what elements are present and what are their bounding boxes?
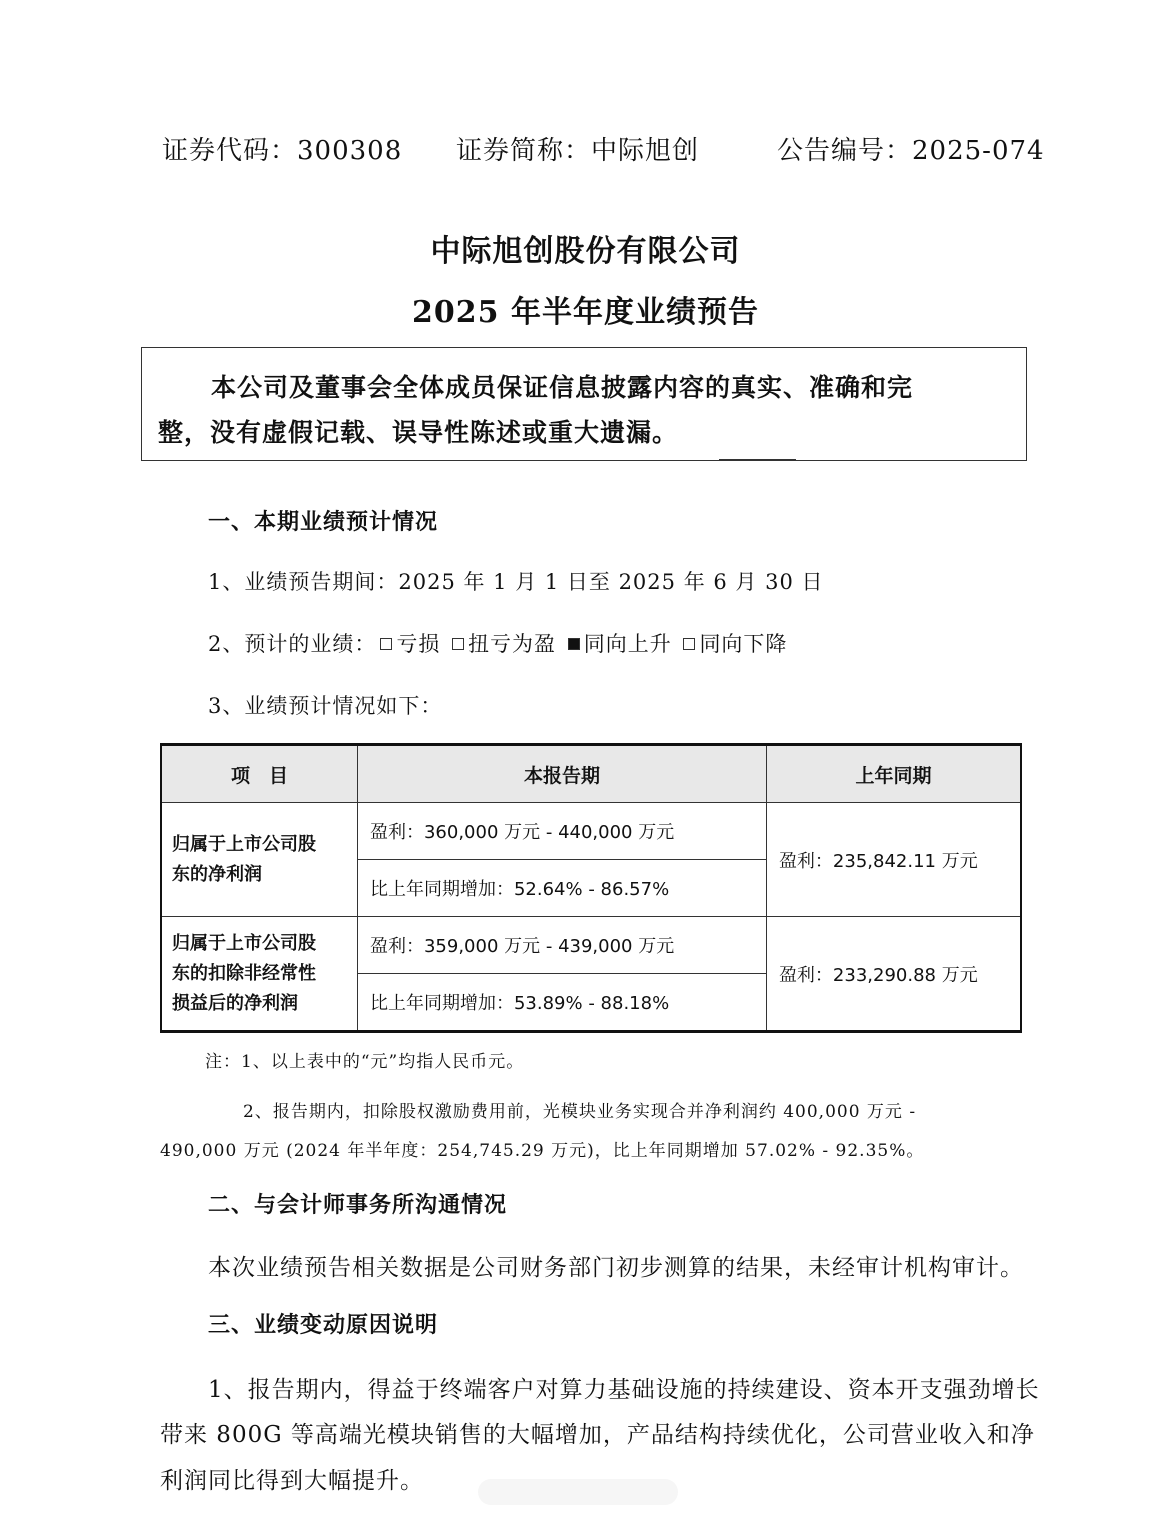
note-2-line-2: 490,000 万元 (2024 年半年度：254,745.29 万元)，比上年同期增加 57.02% - 92.35%。 [160,1141,925,1161]
row-2-previous: 盈利：233,290.88 万元 [766,917,1021,1032]
table-row [161,803,1021,860]
performance-table [160,743,1022,1033]
section-3-line-3: 利润同比得到大幅提升。 [160,1468,424,1494]
row-1-current-growth: 比上年同期增加：52.64% - 86.57% [357,860,766,917]
section-3-line-1: 1、报告期内，得益于终端客户对算力基础设施的持续建设、资本开支强劲增长 [208,1377,1040,1403]
section-1-heading: 一、本期业绩预计情况 [208,509,439,535]
section-3-line-2: 带来 800G 等高端光模块销售的大幅增加，产品结构持续优化，公司营业收入和净 [160,1422,1035,1448]
row-1-previous: 盈利：235,842.11 万元 [766,803,1021,917]
forecast-period: 1、业绩预告期间：2025 年 1 月 1 日至 2025 年 6 月 30 日 [208,570,824,594]
header-current-period: 本报告期 [357,745,766,803]
checkbox-increase-checked [568,638,580,650]
row-2-item-line: 损益后的净利润 [172,992,298,1014]
note-1: 注：1、以上表中的“元”均指人民币元。 [205,1052,525,1072]
option-loss-label: 亏损 [396,632,441,656]
row-2-item [161,917,357,1032]
watermark-overlay [478,1479,678,1505]
section-2-text: 本次业绩预告相关数据是公司财务部门初步测算的结果，未经审计机构审计。 [208,1255,1024,1281]
row-2-current-growth: 比上年同期增加：53.89% - 88.18% [357,974,766,1032]
row-2-item-line: 东的扣除非经常性 [172,962,316,984]
expected-performance-label: 2、预计的业绩： [208,632,377,656]
header-item: 项 目 [161,745,357,803]
row-2-item-line: 归属于上市公司股 [172,932,316,954]
checkbox-loss [380,638,392,650]
stock-code: 证券代码：300308 [162,136,403,166]
option-decrease-label: 同向下降 [699,632,788,656]
header-prior-period: 上年同期 [766,745,1021,803]
table-header-row [161,745,1021,803]
report-title: 2025 年半年度业绩预告 [412,295,759,330]
checkbox-decrease [683,638,695,650]
row-1-current-profit: 盈利：360,000 万元 - 440,000 万元 [357,803,766,860]
notice-line-2: 整，没有虚假记载、误导性陈述或重大遗漏。 [158,418,679,447]
note-2-line-1: 2、报告期内，扣除股权激励费用前，光模块业务实现合并净利润约 400,000 万元 - [243,1102,917,1122]
table-row [161,917,1021,974]
stock-short-name: 证券简称：中际旭创 [456,136,700,166]
row-1-item [161,803,357,917]
forecast-intro: 3、业绩预计情况如下： [208,694,443,718]
section-3-heading: 三、业绩变动原因说明 [208,1312,439,1338]
row-2-current-profit: 盈利：359,000 万元 - 439,000 万元 [357,917,766,974]
row-1-item-line: 归属于上市公司股 [172,833,316,855]
section-2-heading: 二、与会计师事务所沟通情况 [208,1192,508,1218]
notice-line-1: 本公司及董事会全体成员保证信息披露内容的真实、准确和完 [211,373,914,402]
notice-number: 公告编号：2025-074 [777,136,1045,166]
expected-performance [208,628,787,658]
option-increase-label: 同向上升 [583,632,672,656]
company-title: 中际旭创股份有限公司 [430,234,741,269]
row-1-item-line: 东的净利润 [172,863,262,885]
notice-underline [719,459,796,461]
checkbox-turnaround [452,638,464,650]
option-turnaround-label: 扭亏为盈 [468,632,557,656]
